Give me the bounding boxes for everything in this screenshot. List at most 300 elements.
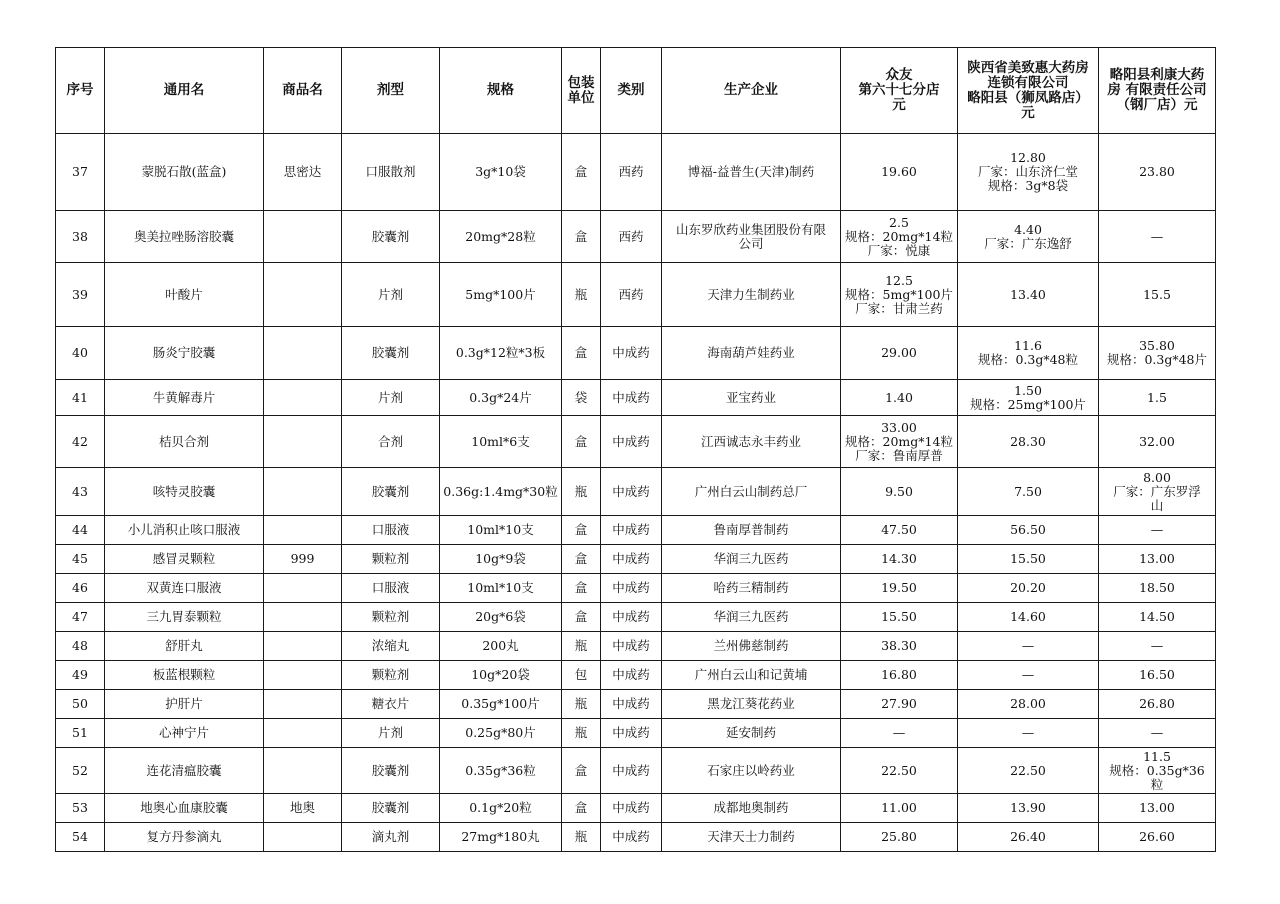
cell-index: 42 [56, 416, 105, 468]
cell-index: 38 [56, 211, 105, 263]
cell-price-meizhihui [958, 632, 1099, 661]
cell-price-meizhihui-line: 7.50 [1014, 483, 1042, 499]
cell-manufacturer [662, 823, 841, 852]
cell-price-meizhihui [958, 327, 1099, 380]
cell-specification: 10ml*10支 [440, 574, 562, 603]
cell-generic-name: 感冒灵颗粒 [105, 545, 264, 574]
cell-price-meizhihui-line: 规格：25mg*100片 [970, 396, 1086, 412]
cell-category: 中成药 [601, 719, 662, 748]
cell-manufacturer-line: 成都地奥制药 [713, 800, 789, 815]
cell-price-likang [1099, 468, 1216, 516]
cell-price-zhongyou [841, 545, 958, 574]
cell-price-meizhihui-line: — [1021, 725, 1035, 740]
cell-price-meizhihui-line: 13.40 [1010, 286, 1046, 302]
cell-price-meizhihui-line: 规格：3g*8袋 [987, 178, 1069, 193]
cell-dosage-form: 片剂 [342, 263, 440, 327]
cell-category: 西药 [601, 263, 662, 327]
cell-brand-name [264, 748, 342, 794]
cell-price-meizhihui [958, 416, 1099, 468]
cell-index: 45 [56, 545, 105, 574]
cell-price-zhongyou [841, 690, 958, 719]
col-header-index: 序号 [56, 48, 105, 134]
table-row [56, 380, 1216, 416]
cell-index: 47 [56, 603, 105, 632]
cell-price-meizhihui-line: 厂家：广东逸舒 [984, 235, 1072, 251]
cell-price-likang-line: 14.50 [1139, 609, 1175, 624]
cell-dosage-form: 胶囊剂 [342, 468, 440, 516]
cell-package-unit: 盒 [562, 748, 601, 794]
cell-manufacturer-line: 鲁南厚普制药 [713, 522, 789, 537]
cell-manufacturer-line: 石家庄以岭药业 [707, 762, 795, 778]
cell-index: 50 [56, 690, 105, 719]
table-row [56, 823, 1216, 852]
cell-price-meizhihui [958, 263, 1099, 327]
cell-generic-name: 板蓝根颗粒 [105, 661, 264, 690]
cell-price-zhongyou-line: 12.5 [885, 272, 913, 288]
cell-manufacturer [662, 263, 841, 327]
cell-brand-name [264, 327, 342, 380]
cell-price-likang [1099, 516, 1216, 545]
cell-price-meizhihui [958, 211, 1099, 263]
cell-category: 中成药 [601, 632, 662, 661]
cell-price-likang-line: 32.00 [1139, 433, 1175, 449]
cell-price-likang [1099, 134, 1216, 211]
cell-price-likang [1099, 719, 1216, 748]
cell-price-likang [1099, 823, 1216, 852]
cell-generic-name: 心神宁片 [105, 719, 264, 748]
cell-generic-name: 牛黄解毒片 [105, 380, 264, 416]
cell-price-likang [1099, 211, 1216, 263]
col-header-package-unit: 包装 单位 [562, 48, 601, 134]
cell-price-zhongyou [841, 719, 958, 748]
cell-price-zhongyou-line: 16.80 [881, 667, 917, 682]
cell-price-meizhihui [958, 794, 1099, 823]
cell-price-likang [1099, 545, 1216, 574]
table-row [56, 748, 1216, 794]
cell-category: 中成药 [601, 690, 662, 719]
cell-category: 中成药 [601, 661, 662, 690]
cell-brand-name [264, 574, 342, 603]
cell-price-meizhihui-line: 28.00 [1010, 696, 1046, 711]
cell-brand-name [264, 661, 342, 690]
cell-manufacturer-line: 延安制药 [725, 725, 776, 740]
cell-price-zhongyou-line: 规格：20mg*14粒 [845, 433, 953, 449]
cell-index: 54 [56, 823, 105, 852]
cell-generic-name: 肠炎宁胶囊 [105, 327, 264, 380]
cell-generic-name: 三九胃泰颗粒 [105, 603, 264, 632]
cell-manufacturer [662, 516, 841, 545]
cell-package-unit: 盒 [562, 211, 601, 263]
cell-index: 49 [56, 661, 105, 690]
cell-category: 中成药 [601, 748, 662, 794]
table-row [56, 516, 1216, 545]
cell-price-likang-line: — [1150, 522, 1164, 537]
cell-category: 西药 [601, 211, 662, 263]
cell-manufacturer-line: 江西诚志永丰药业 [700, 433, 801, 449]
cell-price-meizhihui-line: 15.50 [1010, 551, 1046, 566]
cell-index: 53 [56, 794, 105, 823]
cell-price-likang-line: 26.80 [1139, 696, 1175, 711]
col-header-price-meizhihui: 陕西省美致惠大药房 连锁有限公司 略阳县（狮凤路店） 元 [958, 48, 1099, 134]
cell-index: 43 [56, 468, 105, 516]
col-header-specification: 规格 [440, 48, 562, 134]
cell-price-likang-line: 1.5 [1147, 389, 1167, 405]
cell-price-likang [1099, 794, 1216, 823]
cell-index: 39 [56, 263, 105, 327]
cell-price-zhongyou-line: 14.30 [881, 551, 917, 566]
cell-price-zhongyou-line: 9.50 [885, 483, 913, 499]
cell-specification: 0.3g*12粒*3板 [440, 327, 562, 380]
cell-manufacturer [662, 327, 841, 380]
table-row [56, 211, 1216, 263]
cell-price-likang-line: — [1150, 228, 1164, 244]
cell-price-likang [1099, 380, 1216, 416]
cell-price-zhongyou [841, 134, 958, 211]
cell-brand-name [264, 823, 342, 852]
cell-price-zhongyou-line: 19.50 [881, 580, 917, 595]
cell-dosage-form: 胶囊剂 [342, 327, 440, 380]
cell-package-unit: 盒 [562, 327, 601, 380]
cell-specification: 10ml*10支 [440, 516, 562, 545]
cell-category: 中成药 [601, 574, 662, 603]
col-header-category: 类别 [601, 48, 662, 134]
cell-specification: 10g*9袋 [440, 545, 562, 574]
cell-price-likang-line: — [1150, 725, 1164, 740]
cell-price-likang-line: 粒 [1150, 776, 1164, 792]
cell-category: 中成药 [601, 380, 662, 416]
cell-dosage-form: 颗粒剂 [342, 661, 440, 690]
cell-price-meizhihui-line: 13.90 [1010, 800, 1046, 815]
cell-package-unit: 盒 [562, 134, 601, 211]
table-row [56, 603, 1216, 632]
cell-dosage-form: 胶囊剂 [342, 794, 440, 823]
cell-price-likang [1099, 632, 1216, 661]
cell-category: 中成药 [601, 327, 662, 380]
cell-specification: 20g*6袋 [440, 603, 562, 632]
cell-package-unit: 盒 [562, 516, 601, 545]
cell-price-meizhihui [958, 719, 1099, 748]
cell-package-unit: 瓶 [562, 719, 601, 748]
cell-dosage-form: 口服液 [342, 516, 440, 545]
col-header-price-zhongyou: 众友 第六十七分店 元 [841, 48, 958, 134]
cell-generic-name: 地奥心血康胶囊 [105, 794, 264, 823]
cell-price-zhongyou [841, 516, 958, 545]
cell-package-unit: 袋 [562, 380, 601, 416]
cell-manufacturer-line: 山东罗欣药业集团股份有限 [675, 221, 826, 237]
cell-dosage-form: 口服散剂 [342, 134, 440, 211]
cell-price-likang-line: 23.80 [1139, 164, 1175, 179]
cell-price-meizhihui [958, 823, 1099, 852]
cell-package-unit: 盒 [562, 545, 601, 574]
price-table [55, 47, 1216, 852]
cell-price-zhongyou-line: 27.90 [881, 696, 917, 711]
cell-price-meizhihui-line: 规格：0.3g*48粒 [977, 352, 1079, 367]
cell-price-zhongyou-line: 规格：5mg*100片 [845, 286, 953, 302]
cell-price-zhongyou-line: 厂家：悦康 [867, 242, 931, 258]
cell-category: 中成药 [601, 545, 662, 574]
cell-category: 中成药 [601, 603, 662, 632]
cell-package-unit: 瓶 [562, 468, 601, 516]
cell-package-unit: 瓶 [562, 632, 601, 661]
table-row [56, 468, 1216, 516]
cell-package-unit: 包 [562, 661, 601, 690]
cell-price-zhongyou-line: 33.00 [881, 419, 917, 435]
cell-price-likang-line: 35.80 [1139, 338, 1175, 353]
cell-price-meizhihui-line: — [1021, 638, 1035, 653]
cell-package-unit: 瓶 [562, 263, 601, 327]
cell-dosage-form: 颗粒剂 [342, 545, 440, 574]
table-row [56, 690, 1216, 719]
cell-manufacturer-line: 海南葫芦娃药业 [707, 345, 795, 360]
cell-price-meizhihui [958, 516, 1099, 545]
cell-dosage-form: 胶囊剂 [342, 748, 440, 794]
cell-index: 46 [56, 574, 105, 603]
col-header-brand-name: 商品名 [264, 48, 342, 134]
col-header-generic-name: 通用名 [105, 48, 264, 134]
cell-manufacturer [662, 794, 841, 823]
cell-manufacturer-line: 华润三九医药 [713, 609, 789, 624]
table-row [56, 545, 1216, 574]
cell-category: 西药 [601, 134, 662, 211]
cell-price-meizhihui-line: 22.50 [1010, 762, 1046, 778]
cell-brand-name [264, 211, 342, 263]
cell-price-meizhihui-line: 20.20 [1010, 580, 1046, 595]
cell-category: 中成药 [601, 468, 662, 516]
cell-price-likang-line: 16.50 [1139, 667, 1175, 682]
cell-price-zhongyou [841, 263, 958, 327]
cell-price-zhongyou-line: 规格：20mg*14粒 [845, 228, 953, 244]
cell-price-likang [1099, 748, 1216, 794]
cell-category: 中成药 [601, 416, 662, 468]
cell-price-likang-line: 山 [1150, 497, 1164, 513]
cell-dosage-form: 胶囊剂 [342, 211, 440, 263]
cell-manufacturer-line: 天津力生制药业 [707, 286, 795, 302]
cell-price-likang [1099, 574, 1216, 603]
col-header-price-likang: 略阳县利康大药 房 有限责任公司 （钢厂店）元 [1099, 48, 1216, 134]
col-header-dosage-form: 剂型 [342, 48, 440, 134]
cell-price-likang [1099, 661, 1216, 690]
cell-brand-name [264, 416, 342, 468]
table-row [56, 719, 1216, 748]
cell-price-zhongyou-line: 15.50 [881, 609, 917, 624]
cell-price-likang-line: 26.60 [1139, 829, 1175, 844]
cell-dosage-form: 颗粒剂 [342, 603, 440, 632]
cell-price-zhongyou-line: 25.80 [881, 829, 917, 844]
cell-manufacturer [662, 416, 841, 468]
cell-manufacturer-line: 黑龙江葵花药业 [707, 696, 795, 711]
cell-specification: 0.1g*20粒 [440, 794, 562, 823]
cell-price-zhongyou [841, 211, 958, 263]
cell-package-unit: 盒 [562, 574, 601, 603]
cell-index: 40 [56, 327, 105, 380]
cell-price-zhongyou [841, 794, 958, 823]
cell-generic-name: 奥美拉唑肠溶胶囊 [105, 211, 264, 263]
cell-price-meizhihui-line: 26.40 [1010, 829, 1046, 844]
cell-brand-name [264, 380, 342, 416]
cell-manufacturer [662, 211, 841, 263]
cell-brand-name: 999 [264, 545, 342, 574]
cell-manufacturer [662, 719, 841, 748]
cell-package-unit: 盒 [562, 416, 601, 468]
cell-specification: 10ml*6支 [440, 416, 562, 468]
cell-price-zhongyou-line: — [892, 725, 906, 740]
cell-price-zhongyou [841, 327, 958, 380]
cell-manufacturer [662, 690, 841, 719]
cell-index: 51 [56, 719, 105, 748]
cell-generic-name: 连花清瘟胶囊 [105, 748, 264, 794]
cell-price-likang [1099, 416, 1216, 468]
cell-price-meizhihui-line: — [1021, 667, 1035, 682]
cell-generic-name: 复方丹参滴丸 [105, 823, 264, 852]
table-row [56, 794, 1216, 823]
cell-package-unit: 盒 [562, 794, 601, 823]
cell-price-zhongyou [841, 416, 958, 468]
table-row [56, 574, 1216, 603]
cell-price-zhongyou [841, 468, 958, 516]
cell-manufacturer-line: 博福-益普生(天津)制药 [687, 164, 815, 179]
cell-price-likang-line: 厂家：广东罗浮 [1113, 483, 1201, 499]
cell-price-likang-line: 规格：0.3g*48片 [1106, 352, 1208, 367]
cell-manufacturer [662, 380, 841, 416]
cell-price-meizhihui-line: 12.80 [1010, 150, 1046, 165]
table-row [56, 661, 1216, 690]
cell-price-zhongyou-line: 19.60 [881, 164, 917, 179]
cell-price-zhongyou-line: 1.40 [885, 389, 913, 405]
cell-price-zhongyou [841, 632, 958, 661]
cell-brand-name [264, 516, 342, 545]
cell-manufacturer-line: 亚宝药业 [725, 389, 776, 405]
cell-price-likang [1099, 603, 1216, 632]
cell-dosage-form: 糖衣片 [342, 690, 440, 719]
cell-category: 中成药 [601, 516, 662, 545]
cell-specification: 20mg*28粒 [440, 211, 562, 263]
cell-price-zhongyou [841, 574, 958, 603]
cell-price-zhongyou-line: 29.00 [881, 345, 917, 360]
cell-price-zhongyou-line: 2.5 [889, 214, 909, 230]
cell-manufacturer [662, 574, 841, 603]
cell-generic-name: 小儿消积止咳口服液 [105, 516, 264, 545]
table-row [56, 134, 1216, 211]
cell-generic-name: 桔贝合剂 [105, 416, 264, 468]
cell-generic-name: 咳特灵胶囊 [105, 468, 264, 516]
cell-brand-name [264, 263, 342, 327]
cell-index: 44 [56, 516, 105, 545]
cell-specification: 0.35g*100片 [440, 690, 562, 719]
cell-manufacturer-line: 广州白云山制药总厂 [694, 483, 808, 499]
table-row [56, 416, 1216, 468]
cell-specification: 5mg*100片 [440, 263, 562, 327]
cell-specification: 10g*20袋 [440, 661, 562, 690]
col-header-manufacturer: 生产企业 [662, 48, 841, 134]
cell-dosage-form: 口服液 [342, 574, 440, 603]
cell-price-meizhihui [958, 603, 1099, 632]
cell-package-unit: 盒 [562, 603, 601, 632]
cell-brand-name [264, 719, 342, 748]
cell-price-meizhihui-line: 厂家：山东济仁堂 [977, 164, 1078, 179]
cell-specification: 3g*10袋 [440, 134, 562, 211]
cell-manufacturer-line: 兰州佛慈制药 [713, 638, 789, 653]
cell-specification: 200丸 [440, 632, 562, 661]
cell-price-zhongyou [841, 661, 958, 690]
cell-manufacturer [662, 603, 841, 632]
cell-manufacturer [662, 134, 841, 211]
cell-price-zhongyou [841, 823, 958, 852]
cell-category: 中成药 [601, 823, 662, 852]
table-row [56, 327, 1216, 380]
cell-price-likang [1099, 327, 1216, 380]
cell-price-zhongyou-line: 22.50 [881, 762, 917, 778]
cell-manufacturer-line: 广州白云山和记黄埔 [694, 667, 808, 682]
cell-dosage-form: 片剂 [342, 380, 440, 416]
cell-price-meizhihui [958, 134, 1099, 211]
table-body [56, 134, 1216, 852]
cell-manufacturer [662, 632, 841, 661]
cell-price-meizhihui-line: 56.50 [1010, 522, 1046, 537]
cell-specification: 0.25g*80片 [440, 719, 562, 748]
cell-price-meizhihui-line: 14.60 [1010, 609, 1046, 624]
cell-dosage-form: 浓缩丸 [342, 632, 440, 661]
cell-price-meizhihui [958, 545, 1099, 574]
cell-price-likang-line: 规格：0.35g*36 [1109, 762, 1205, 778]
cell-specification: 0.36g:1.4mg*30粒 [440, 468, 562, 516]
cell-price-zhongyou-line: 厂家：鲁南厚普 [855, 447, 943, 463]
cell-manufacturer-line: 天津天士力制药 [707, 829, 795, 844]
table-row [56, 263, 1216, 327]
cell-price-zhongyou [841, 748, 958, 794]
cell-price-likang-line: 8.00 [1143, 469, 1171, 485]
cell-manufacturer-line: 华润三九医药 [713, 551, 789, 566]
cell-manufacturer [662, 468, 841, 516]
cell-price-likang [1099, 690, 1216, 719]
cell-generic-name: 叶酸片 [105, 263, 264, 327]
cell-generic-name: 护肝片 [105, 690, 264, 719]
cell-price-meizhihui-line: 4.40 [1014, 221, 1042, 237]
cell-price-zhongyou-line: 11.00 [881, 800, 917, 815]
cell-price-likang-line: 13.00 [1139, 800, 1175, 815]
cell-price-zhongyou-line: 38.30 [881, 638, 917, 653]
cell-price-likang-line: 11.5 [1143, 748, 1171, 764]
cell-price-likang-line: — [1150, 638, 1164, 653]
cell-price-meizhihui [958, 748, 1099, 794]
cell-package-unit: 瓶 [562, 690, 601, 719]
cell-price-meizhihui [958, 690, 1099, 719]
cell-index: 37 [56, 134, 105, 211]
cell-specification: 27mg*180丸 [440, 823, 562, 852]
header-row [56, 48, 1216, 134]
cell-specification: 0.35g*36粒 [440, 748, 562, 794]
cell-price-meizhihui-line: 28.30 [1010, 433, 1046, 449]
cell-brand-name [264, 632, 342, 661]
cell-dosage-form: 滴丸剂 [342, 823, 440, 852]
cell-manufacturer [662, 545, 841, 574]
cell-category: 中成药 [601, 794, 662, 823]
cell-price-meizhihui-line: 1.50 [1014, 382, 1042, 398]
cell-brand-name: 思密达 [264, 134, 342, 211]
cell-price-meizhihui [958, 661, 1099, 690]
cell-price-zhongyou [841, 380, 958, 416]
cell-price-likang-line: 18.50 [1139, 580, 1175, 595]
cell-price-likang-line: 15.5 [1143, 286, 1171, 302]
cell-price-meizhihui [958, 574, 1099, 603]
cell-dosage-form: 合剂 [342, 416, 440, 468]
cell-specification: 0.3g*24片 [440, 380, 562, 416]
cell-price-zhongyou-line: 厂家：甘肃兰药 [855, 300, 943, 316]
cell-manufacturer-line: 哈药三精制药 [713, 580, 789, 595]
cell-manufacturer [662, 748, 841, 794]
cell-generic-name: 舒肝丸 [105, 632, 264, 661]
cell-brand-name [264, 468, 342, 516]
cell-price-meizhihui [958, 468, 1099, 516]
